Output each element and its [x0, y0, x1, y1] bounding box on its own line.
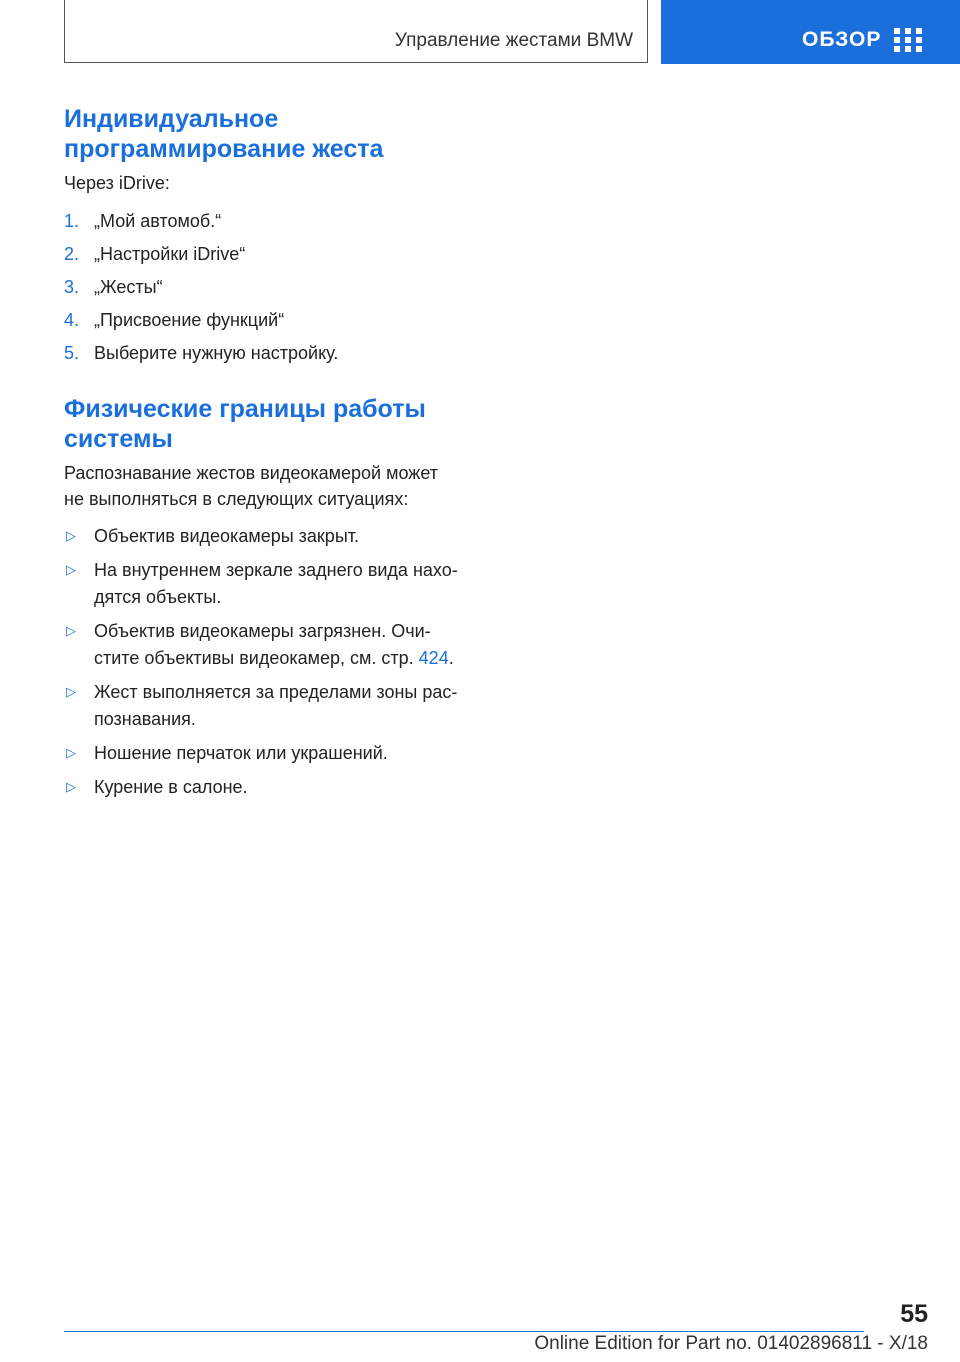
steps-list [64, 208, 494, 366]
triangle-bullet-icon: ▷ [66, 562, 76, 577]
footer-divider [64, 1331, 864, 1332]
triangle-bullet-icon: ▷ [66, 779, 76, 794]
step-item [64, 274, 494, 300]
section1-heading [64, 104, 494, 164]
header-title: Управление жестами BMW [394, 30, 633, 51]
section1-heading-line2: программирование жеста [64, 135, 384, 163]
bullet-text: дятся объекты. [94, 587, 222, 607]
grid-icon [894, 28, 922, 52]
triangle-bullet-icon: ▷ [66, 528, 76, 543]
bullet-item [64, 774, 494, 801]
step-number: 5. [64, 343, 80, 363]
header-box [64, 0, 648, 63]
bullet-item [64, 679, 494, 733]
bullet-text: познавания. [94, 709, 196, 729]
triangle-bullet-icon: ▷ [66, 623, 76, 638]
section2-heading-line1: Физические границы работы [64, 395, 426, 423]
step-text: „Присвоение функций“ [94, 310, 285, 330]
section2-heading [64, 394, 494, 454]
bullets-list [64, 523, 494, 801]
step-number: 4. [64, 310, 80, 330]
step-item [64, 307, 494, 333]
page-number: 55 [900, 1300, 928, 1328]
bullet-text: Курение в салоне. [94, 777, 248, 797]
bullet-text: Объектив видеокамеры закрыт. [94, 526, 360, 546]
bullet-text: На внутреннем зеркале заднего вида нахо- [94, 560, 458, 580]
section2-paragraph [64, 460, 494, 512]
bullet-item [64, 557, 494, 611]
bullet-text: Объектив видеокамеры загрязнен. Очи- [94, 621, 431, 641]
section-tab-label: ОБЗОР [802, 28, 882, 51]
bullet-item [64, 523, 494, 550]
step-number: 2. [64, 244, 80, 264]
step-item [64, 241, 494, 267]
bullet-text: Ношение перчаток или украшений. [94, 743, 388, 763]
step-text: Выберите нужную настройку. [94, 343, 339, 363]
paragraph-line: Распознавание жестов видеокамерой может [64, 463, 438, 483]
step-number: 3. [64, 277, 80, 297]
triangle-bullet-icon: ▷ [66, 745, 76, 760]
bullet-text: стите объективы видеокамер, см. стр. [94, 648, 419, 668]
page-link[interactable]: 424 [418, 648, 449, 668]
bullet-text: . [448, 648, 454, 668]
step-text: „Настройки iDrive“ [94, 244, 246, 264]
section2-heading-line2: системы [64, 425, 173, 453]
step-item [64, 340, 494, 366]
footer-edition: Online Edition for Part no. 01402896811 - X/18 [534, 1333, 928, 1354]
main-content [64, 104, 494, 808]
step-number: 1. [64, 211, 80, 231]
section1-heading-line1: Индивидуальное [64, 105, 279, 133]
section-tab[interactable] [661, 0, 960, 64]
bullet-item [64, 618, 494, 672]
bullet-item [64, 740, 494, 767]
triangle-bullet-icon: ▷ [66, 684, 76, 699]
step-text: „Жесты“ [94, 277, 163, 297]
step-text: „Мой автомоб.“ [94, 211, 222, 231]
step-item [64, 208, 494, 234]
paragraph-line: не выполняться в следующих ситуациях: [64, 489, 409, 509]
section1-intro: Через iDrive: [64, 173, 170, 193]
bullet-text: Жест выполняется за пределами зоны рас- [94, 682, 458, 702]
